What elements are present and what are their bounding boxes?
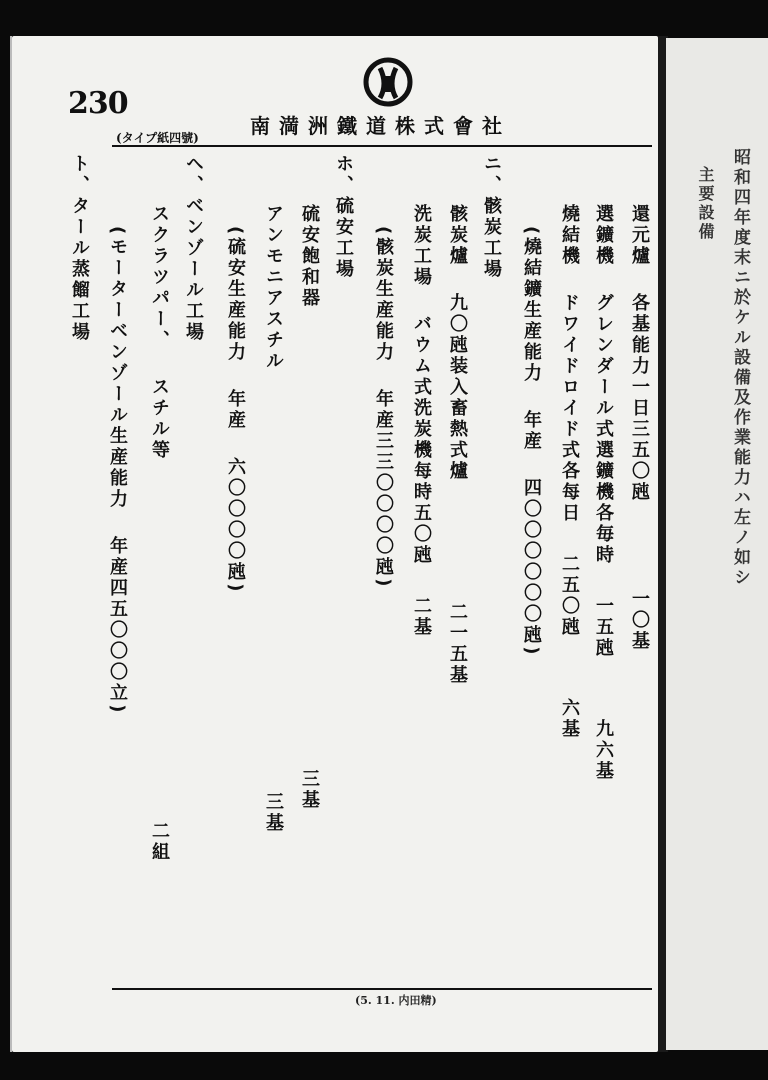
- row-scrubber: スクラツパー、スチル等二組: [149, 204, 170, 863]
- footer-rule: [112, 988, 652, 990]
- adjacent-page-line-1: 昭和四年度末ニ於ケル設備及作業能力ハ左ノ如シ: [730, 148, 750, 588]
- section-benzol-plant: ヘ、ベンゾール工場: [183, 154, 204, 343]
- row-sulfate-capacity: (硫安生産能力年産六〇〇〇〇瓲): [225, 226, 246, 595]
- paper-note: (タイプ紙四號): [116, 131, 199, 145]
- row-reduction-furnace: 還元爐各基能力一日三五〇瓲一〇基: [629, 204, 650, 652]
- page-number: 230: [68, 86, 128, 121]
- section-ammonium-sulfate: ホ、硫安工場: [333, 154, 354, 280]
- company-name: 南満洲鐵道株式會社: [250, 114, 511, 138]
- row-sintering-machine: 燒結機ドワイドロイド式各每日二五〇瓲六基: [559, 204, 580, 740]
- row-ore-separator: 選鑛機グレンダール式選鑛機各毎時一五瓲九六基: [593, 204, 614, 782]
- row-ammonia-still: アンモニアスチル三基: [263, 204, 284, 834]
- adjacent-page: [666, 38, 768, 1050]
- row-coal-washing: 洗炭工場バウム式洗炭機每時五〇瓲二基: [411, 204, 432, 638]
- row-coke-oven: 骸炭爐九〇瓲装入畜熱式爐二一五基: [447, 204, 468, 686]
- row-sinter-capacity: (燒結鑛生産能力年産四〇〇〇〇〇〇瓲): [521, 226, 542, 658]
- section-tar-distillation: ト、タール蒸餾工場: [69, 154, 90, 343]
- row-saturator: 硫安飽和器三基: [299, 204, 320, 811]
- row-benzol-capacity: (モーターベンゾール生産能力年産四五〇〇〇立): [107, 226, 128, 716]
- footer-imprint: (5. 11. 内田精): [355, 994, 437, 1007]
- row-coke-capacity: (骸炭生産能力年産三三〇〇〇〇瓲): [373, 226, 394, 590]
- company-logo-icon: [362, 56, 414, 108]
- page-edge: [10, 36, 12, 1052]
- section-coke-plant: ニ、骸炭工場: [481, 154, 502, 280]
- adjacent-page-line-2: 主要設備: [696, 166, 715, 242]
